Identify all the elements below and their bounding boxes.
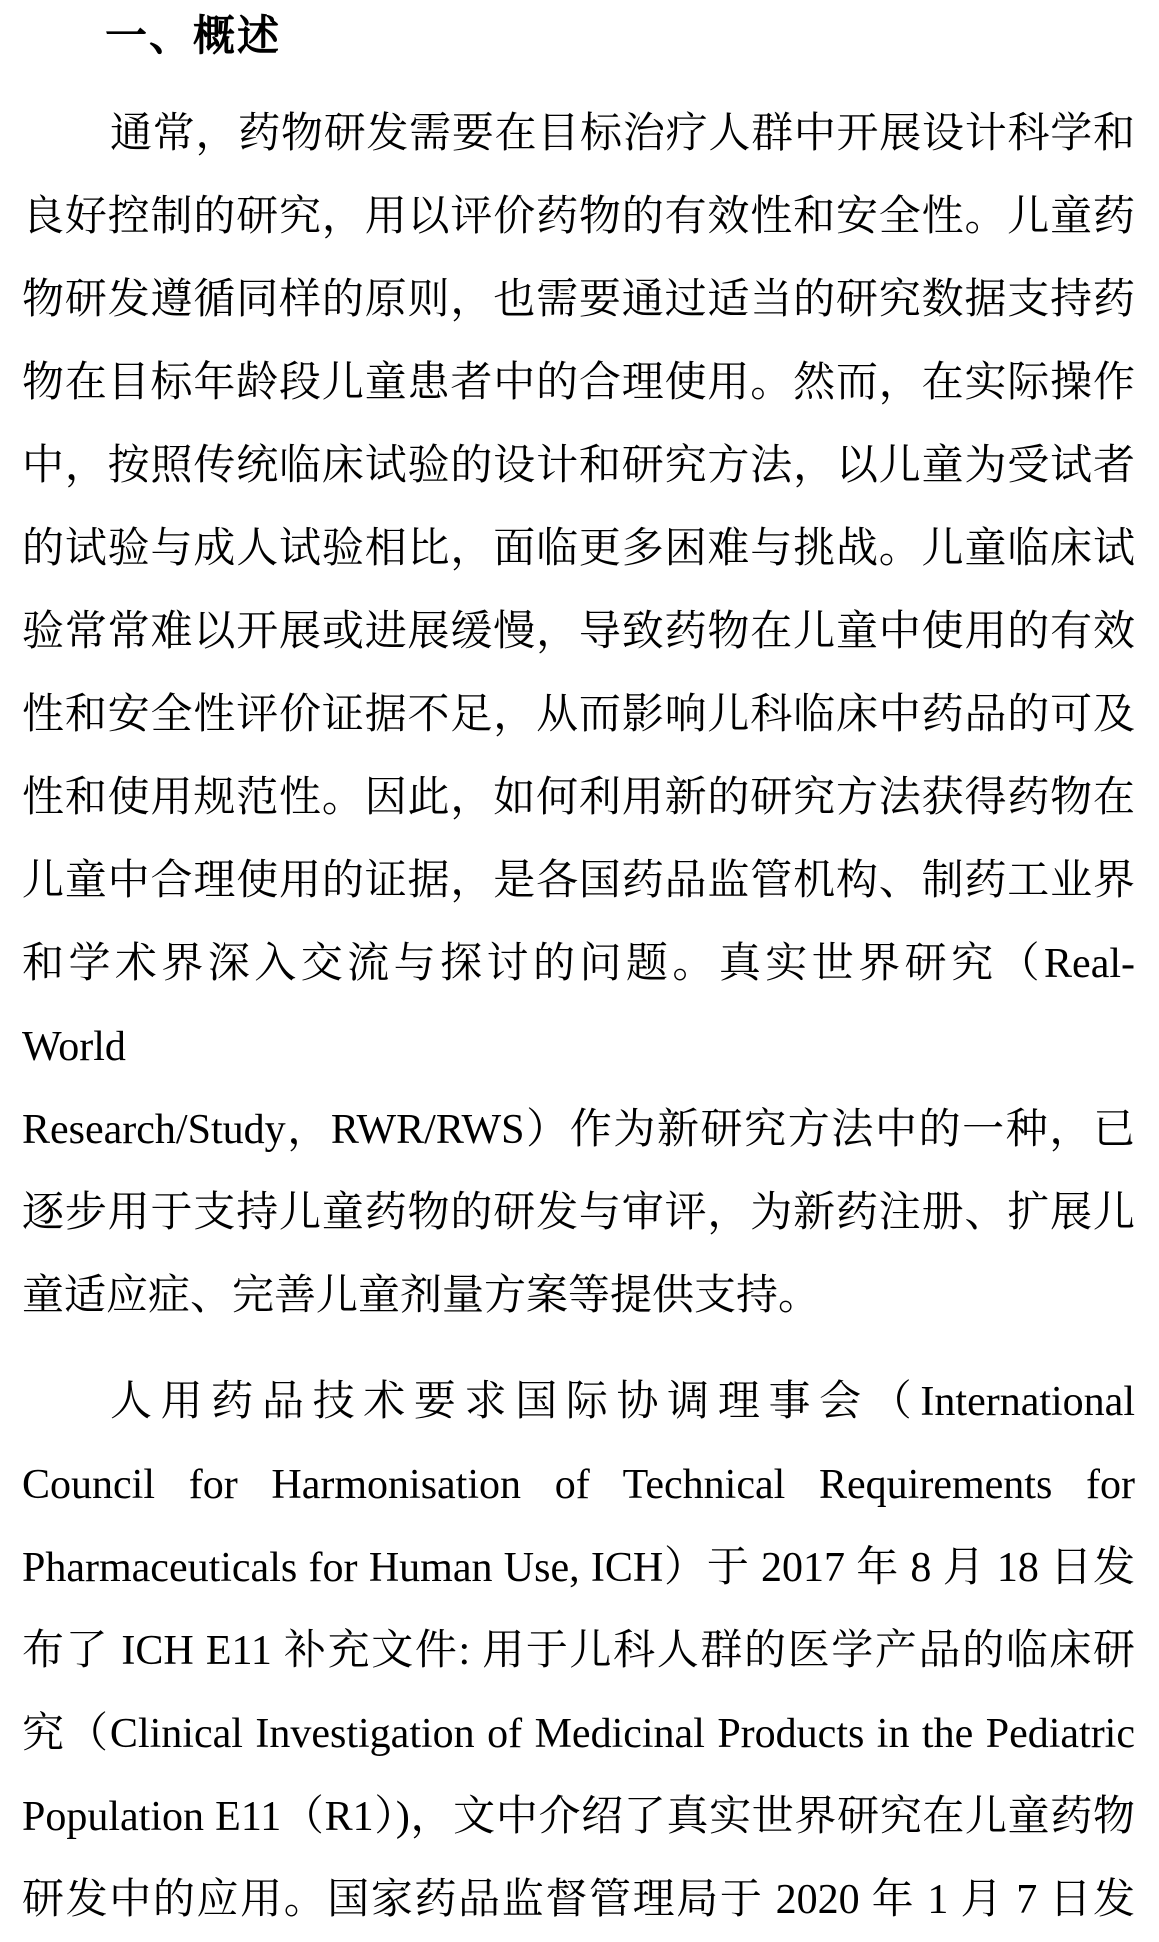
text-line: 布了 ICH E11 补充文件: 用于儿科人群的医学产品的临床研: [22, 1628, 1135, 1674]
section-heading: 一、概述: [105, 12, 282, 59]
text-line: 研发中的应用。国家药品监督管理局于 2020 年 1 月 7 日发: [22, 1877, 1135, 1923]
text-line: 物在目标年龄段儿童患者中的合理使用。然而，在实际操作: [22, 360, 1135, 406]
paragraph-overview: [22, 93, 1135, 1338]
text-line: Council for Harmonisation of Technical Requirements for: [22, 1462, 1135, 1508]
text-line: Population E11（R1）)，文中介绍了真实世界研究在儿童药物: [22, 1794, 1135, 1840]
text-line: 童适应症、完善儿童剂量方案等提供支持。: [22, 1273, 821, 1319]
text-line: 人用药品技术要求国际协调理事会（International: [110, 1379, 1135, 1425]
text-line: 良好控制的研究，用以评价药物的有效性和安全性。儿童药: [22, 194, 1135, 240]
paragraph-ich: [22, 1361, 1135, 1942]
text-line: Research/Study，RWR/RWS）作为新研究方法中的一种，已: [22, 1107, 1135, 1153]
text-line: 儿童中合理使用的证据，是各国药品监管机构、制药工业界: [22, 858, 1135, 904]
text-line: 和学术界深入交流与探讨的问题。真实世界研究（Real-World: [22, 941, 1135, 1070]
text-line: 究（Clinical Investigation of Medicinal Products in the Pediatric: [22, 1711, 1135, 1757]
text-line: 逐步用于支持儿童药物的研发与审评，为新药注册、扩展儿: [22, 1190, 1135, 1236]
text-line: 物研发遵循同样的原则，也需要通过适当的研究数据支持药: [22, 277, 1135, 323]
text-line: 的试验与成人试验相比，面临更多困难与挑战。儿童临床试: [22, 526, 1135, 572]
text-line: 性和使用规范性。因此，如何利用新的研究方法获得药物在: [22, 775, 1135, 821]
document-page: [0, 8, 1159, 1923]
text-column: [0, 8, 1159, 1942]
text-line: 性和安全性评价证据不足，从而影响儿科临床中药品的可及: [22, 692, 1135, 738]
text-line: 验常常难以开展或进展缓慢，导致药物在儿童中使用的有效: [22, 609, 1135, 655]
text-line: 中，按照传统临床试验的设计和研究方法，以儿童为受试者: [22, 443, 1135, 489]
text-line: 通常，药物研发需要在目标治疗人群中开展设计科学和: [110, 111, 1135, 157]
text-line: Pharmaceuticals for Human Use, ICH）于 2017 年 8 月 18 日发: [22, 1545, 1135, 1591]
